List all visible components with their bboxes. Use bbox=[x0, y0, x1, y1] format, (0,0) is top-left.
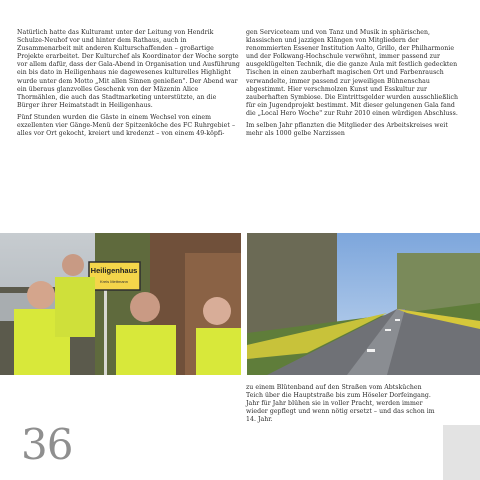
corner-decoration bbox=[443, 425, 480, 480]
photo-daffodil-road bbox=[247, 233, 480, 375]
town-sign-subtitle: Kreis Mettmann bbox=[99, 279, 129, 284]
town-sign-title: Heiligenhaus bbox=[90, 266, 138, 275]
paragraph: Im selben Jahr pflanzten die Mitglieder des Arbeitskreises weit mehr als 1000 gelbe Narzissen bbox=[246, 122, 448, 138]
paragraph: gen Serviceteam und von Tanz und Musik in sphärischen, klassischen und jazzigen Klängen von Mitgliedern der renommierten Essener Institution Aalto, Grillo, der Philharmonie und der Folkwang-Hochschule verwöhnt, immer passend zur ausgeklügelten Technik, die die ganze Aula mit festlich gedeckten Tischen in einen zauberhaft magischen Ort und Farbenrausch verwandelte, immer passend zur jeweiligen Bühnenschau abgestimmt. Hier verschmolzen Kunst und Esskultur zur zauberhaften Symbiose. Die Eintrittsgelder wurden ausschließlich für ein Jugendprojekt bestimmt. Mit dieser gelungenen Gala fand die „Local Hero Woche" zur Ruhr 2010 einen würdigen Abschluss. bbox=[246, 29, 459, 117]
paragraph: zu einem Blütenband auf den Straßen vom Abtsküchen Teich über die Hauptstraße bis zum Höseler Dorfeingang. Jahr für Jahr blühen sie in voller Pracht, werden immer wieder gepflegt und wenn nötig ersetzt – und das schon im 14. Jahr. bbox=[246, 384, 435, 424]
paragraph: Fünf Stunden wurden die Gäste in einem Wechsel von einem exzellenten vier Gänge-Menü der Spitzenköche des FC Ruhrgebiet – alles vor Ort gekocht, kreiert und kredenzt – von einem 49-köpfi- bbox=[17, 113, 236, 138]
paragraph: Natürlich hatte das Kulturamt unter der Leitung von Hendrik Schulze-Neuhof vor und hinter dem Rathaus, auch in Zusammenarbeit mit anderen Kulturschaffenden – großartige Projekte erarbeitet. Der Kulturchef als Koordinator der Woche sorgte vor allem dafür, dass der Gala-Abend in Organisation und Ausführung ein bis dato in Heiligenhaus nie dagewesenes kulturelles Highlight wurde unter dem Motto „Mit allen Sinnen genießen". Der Abend war ein überaus glanzvolles Geschenk von der Mäzenin Alice Thormählen, die auch das Stadtmarketing unterstützte, an die Bürger ihrer Heimatstadt in Heiligenhaus. bbox=[17, 29, 240, 109]
photo-volunteers-at-town-sign bbox=[0, 233, 241, 375]
photo-road-graphic bbox=[247, 233, 480, 375]
text-column-bottom bbox=[246, 384, 436, 428]
text-column-right bbox=[246, 29, 464, 142]
page-number: 36 bbox=[21, 420, 73, 469]
photo-volunteers-graphic bbox=[0, 233, 241, 375]
text-column-left bbox=[17, 29, 240, 142]
